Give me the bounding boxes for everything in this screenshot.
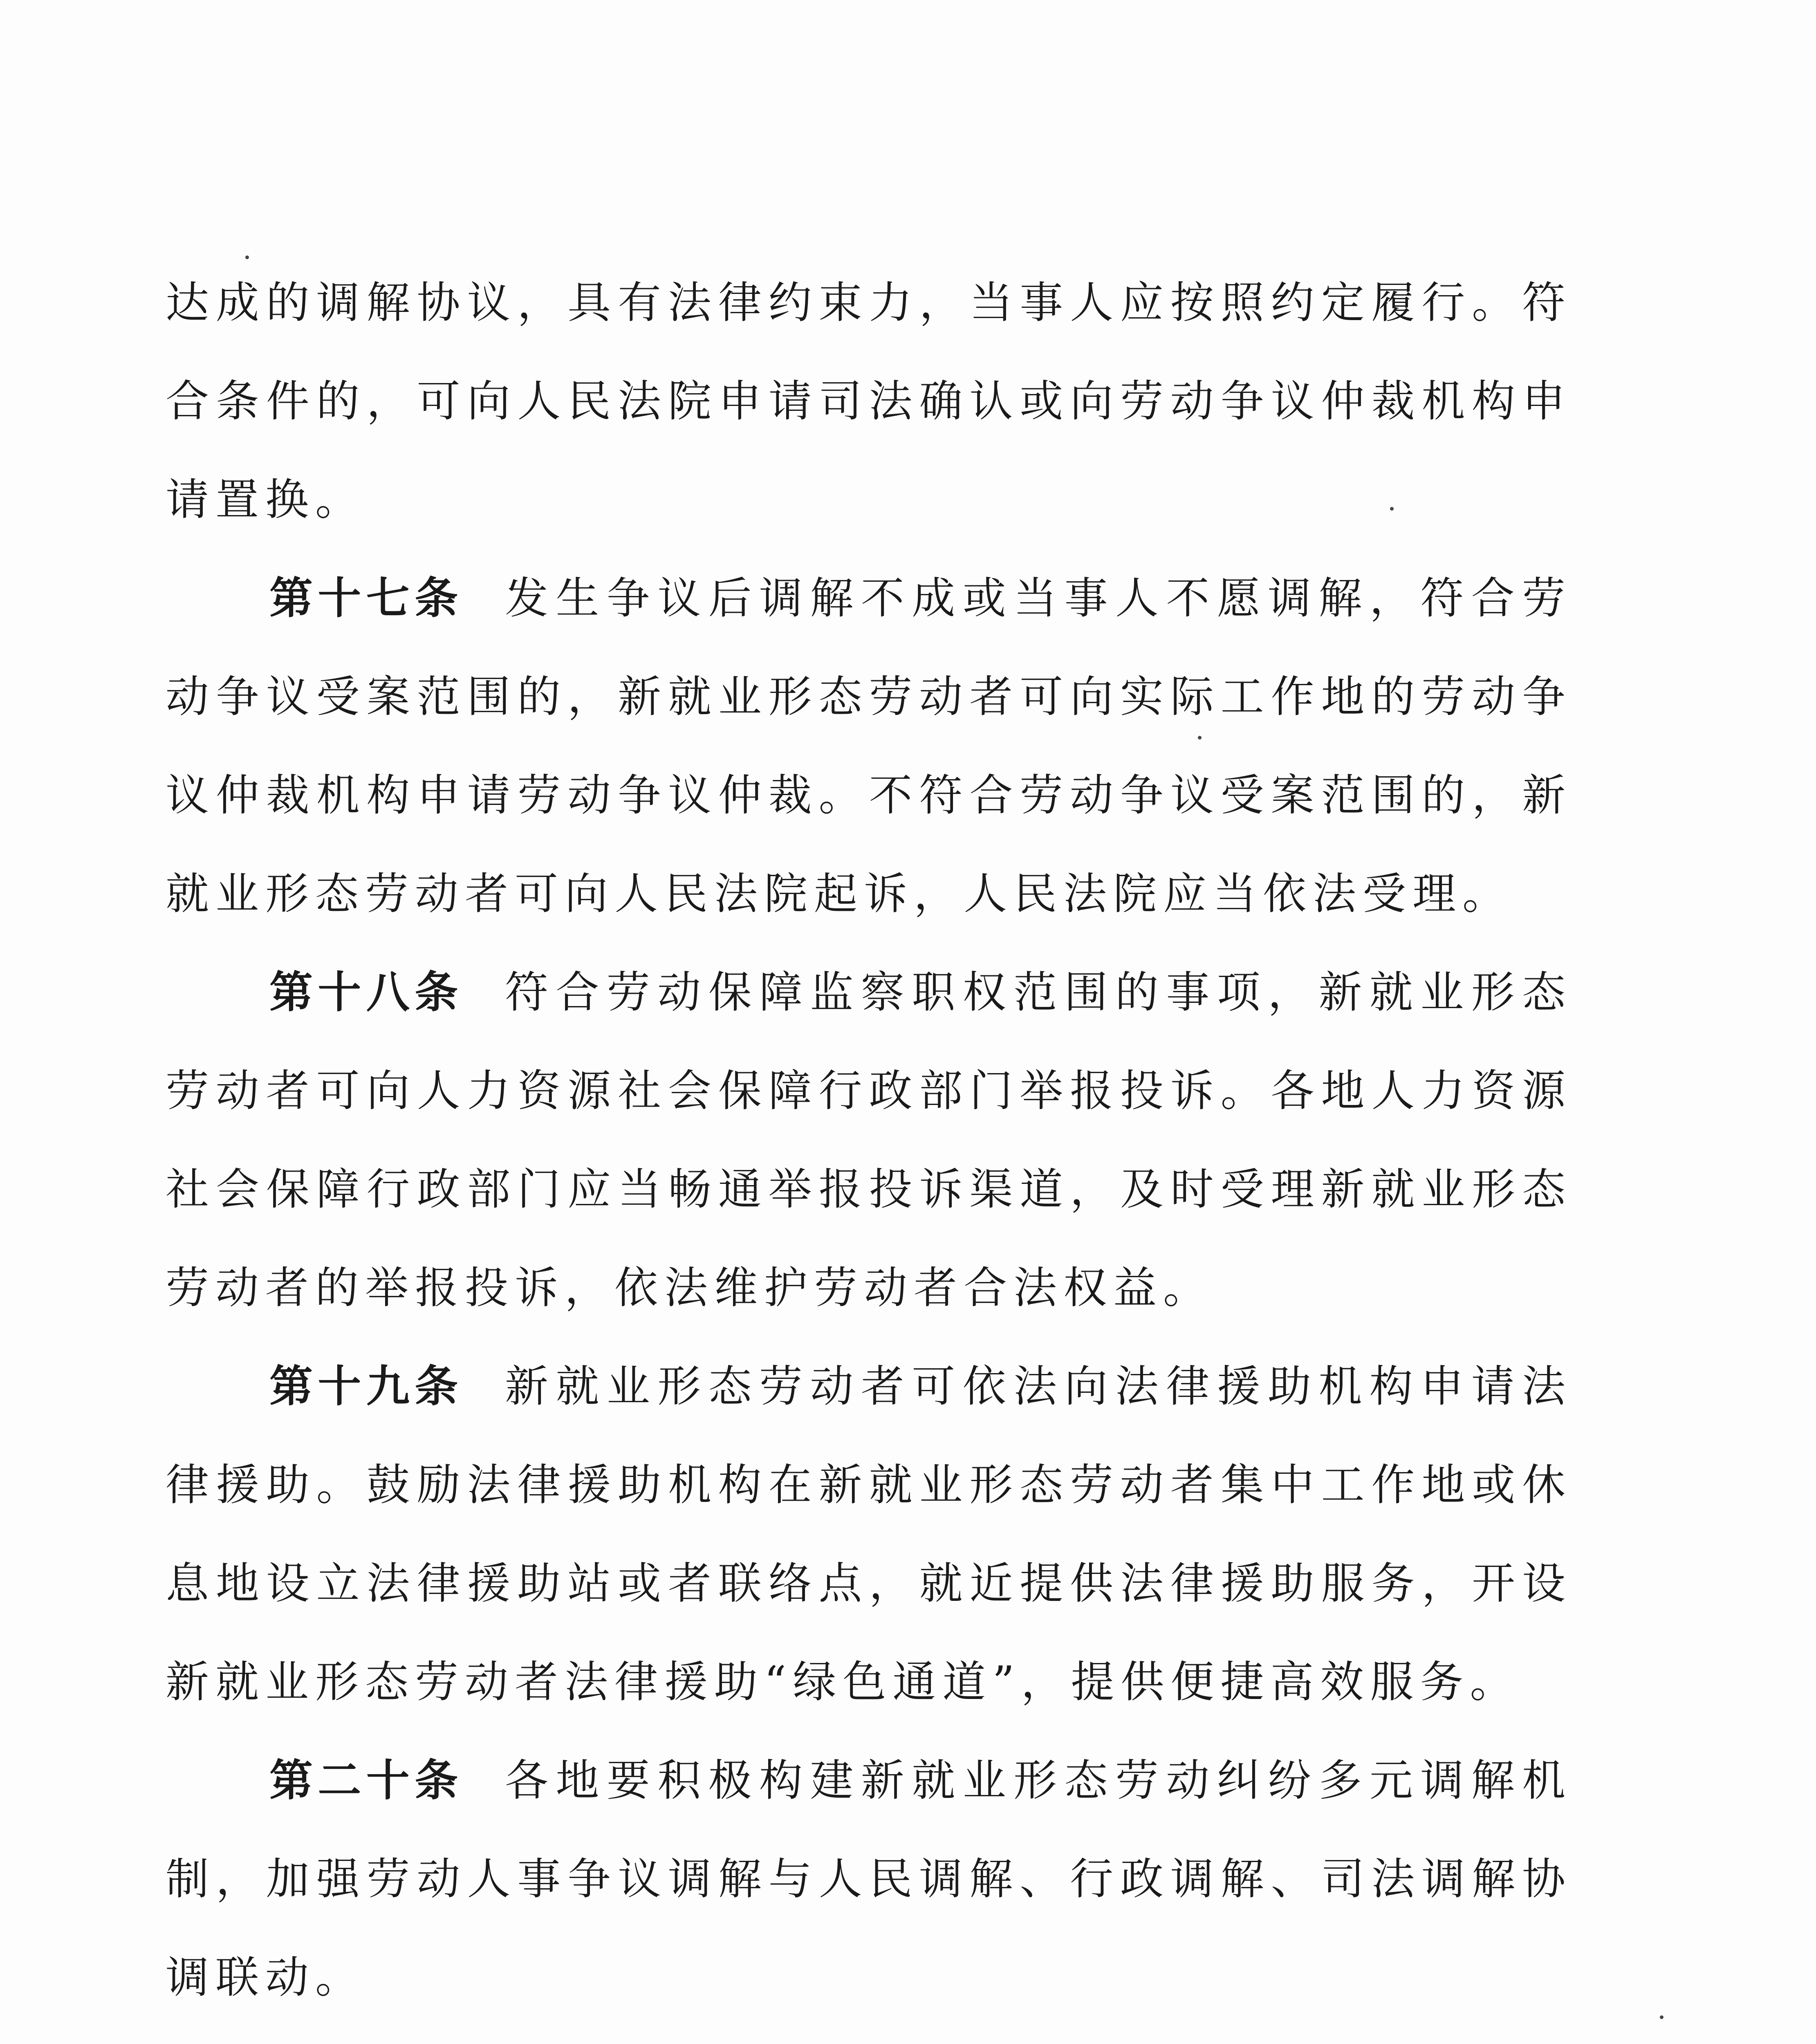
paragraph-text: 各地要积极构建新就业形态劳动纠纷多元调解机制，加强劳动人事争议调解与人民调解、行政调解、司法调解协调联动。 [166,1755,1572,2003]
article-20 [166,1731,1572,2027]
article-number: 第十七条 [269,573,463,623]
paragraph-text: 发生争议后调解不成或当事人不愿调解，符合劳动争议受案范围的，新就业形态劳动者可向实际工作地的劳动争议仲裁机构申请劳动争议仲裁。不符合劳动争议受案范围的，新就业形态劳动者可向人民法院起诉，人民法院应当依法受理。 [166,573,1572,919]
article-number: 第十九条 [269,1361,463,1412]
article-17 [166,549,1572,943]
scan-speck [245,256,249,259]
article-18 [166,943,1572,1337]
article-19 [166,1337,1572,1731]
article-number: 第二十条 [269,1755,463,1806]
document-body [166,253,1572,2044]
scan-speck [1390,507,1394,511]
scan-speck [1198,736,1202,740]
paragraph-text: 达成的调解协议，具有法律约束力，当事人应按照约定履行。符合条件的，可向人民法院申请司法确认或向劳动争议仲裁机构申请置换。 [166,278,1572,525]
paragraph-text: 符合劳动保障监察职权范围的事项，新就业形态劳动者可向人力资源社会保障行政部门举报投诉。各地人力资源社会保障行政部门应当畅通举报投诉渠道，及时受理新就业形态劳动者的举报投诉，依法维护劳动者合法权益。 [166,967,1572,1313]
scan-speck [1660,2015,1664,2019]
paragraph-text: 新就业形态劳动者可依法向法律援助机构申请法律援助。鼓励法律援助机构在新就业形态劳动者集中工作地或休息地设立法律援助站或者联络点，就近提供法律援助服务，开设新就业形态劳动者法律援助“绿色通道”，提供便捷高效服务。 [166,1361,1572,1707]
article-20-paragraph-2 [166,2027,1572,2044]
paragraph-continuation [166,253,1572,549]
article-number: 第十八条 [269,967,463,1018]
